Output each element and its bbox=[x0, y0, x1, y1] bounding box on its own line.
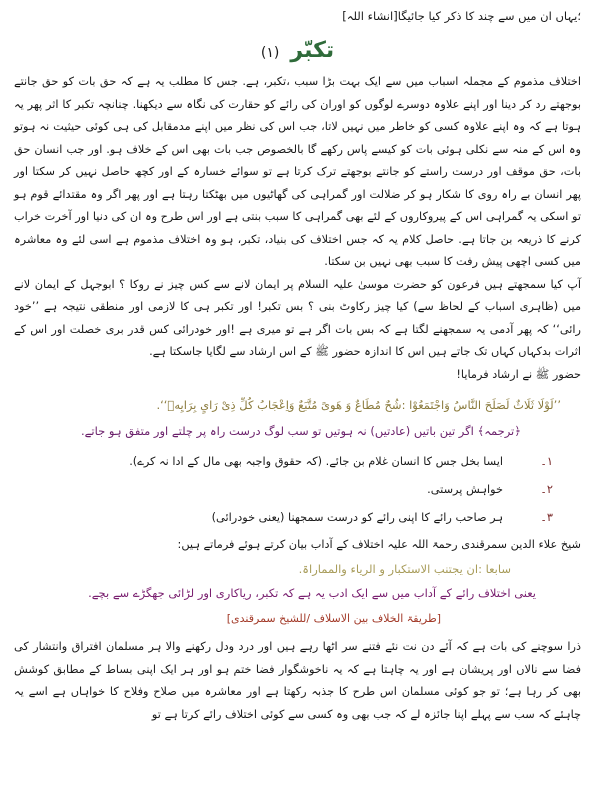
list-item-text: ایسا بخل جس کا انسان غلام بن جائے. (کہ حقوق واجبہ بھی مال کے ادا نہ کرے). bbox=[129, 455, 503, 468]
document-page bbox=[14, 8, 581, 726]
top-note: ؛یہاں ان میں سے چند کا ذکر کیا جائیگا[انشاء اللہ] bbox=[342, 9, 581, 23]
list-item bbox=[14, 448, 581, 476]
arabic-quote: سابعا :ان یجتنب الاستکبار و الریاء والمماراۃ. bbox=[298, 562, 511, 576]
three-habits-list bbox=[14, 448, 581, 532]
paragraph-1: اختلاف مذموم کے مجملہ اسباب میں سے ایک بہت بڑا سبب ،تکبر، ہے. جس کا مطلب یہ ہے کہ حق بات کو حق جانتے بوجھتے رد کر دینا اور اپنے علاوہ دوسرے لوگوں کو اوران کی رائے کو حقارت کی نگاہ سے دیکھنا. چنانچہ تکبر کا اثر پھر یہ ہوتا ہے کہ وہ اپنے علاوہ کسی کو خاطر میں نہیں لاتا، جب اس کی نظر میں اپنے مدمقابل کی ہی کوئی حیثیت نہ ہوتو وہ اس کے منہ سے نکلی ہوئی بات کو کیسے پاس رکھے گا بالخصوص جب بات بھی اس کے خلاف ہو. اور جب انسان حق بات، حق موقف اور درست راستے کو جانتے بوجھتے ترک کرتا ہے تو سوائے خسارہ کے اور کچھ حاصل نہیں کر سکتا اور پھر انسان بے راہ روی کا شکار ہو کر ضلالت اور گمراہی کی گھاٹیوں میں بھٹکتا رہتا ہے اور پھر اگر وہ مقتدائے قوم ہو تو اسکی یہ گمراہی اس کے پیروکاروں کے لئے بھی گمراہی کا سبب بنتی ہے اور اس طرح وہ ان کی دنیا اور آخرت خراب کرنے کا ذریعہ بن جاتا ہے. حاصل کلام یہ کہ جس اختلاف کی بنیاد، تکبر، ہو وہ اختلاف مذموم ہے اسی لئے وہ معاشرہ میں کسی اچھی پیش رفت کا سبب بھی نہیں بن سکتا. bbox=[14, 75, 581, 268]
source-reference: [طریقۃ الخلاف بین الاسلاف /للشیخ سمرقندی] bbox=[226, 612, 441, 625]
list-item bbox=[14, 476, 581, 504]
list-marker: ۳۔ bbox=[540, 511, 553, 524]
sheikh-saying: شیخ علاء الدین سمرقندی رحمۃ اللہ علیہ اختلاف کے آداب بیان کرتے ہوئے فرماتے ہیں: bbox=[177, 538, 581, 551]
list-marker: ۲۔ bbox=[540, 483, 553, 496]
hadith-translation: ﴿ترجمہ﴾ اگر تین باتیں (عادتیں) نہ ہوتیں تو سب لوگ درست راہ پر چلتے اور متفق ہو جاتے. bbox=[81, 424, 521, 438]
hadith-text: ’’لَوْلَا ثَلَاثٌ لَصَلَحَ النَّاسُ وَاجْتَمَعُوْا :شُحٌ مُطَاعٌ وَ هَوىً مُتَّبَعٌ وَاِعْجَابُ كُلِّ ذِیْ رَایٍ بِرَایِهٖ‘‘. bbox=[156, 398, 561, 412]
prophet-said: حضور ﷺ نے ارشاد فرمایا! bbox=[456, 367, 581, 381]
quote-meaning: یعنی اختلاف رائے کے آداب میں سے ایک ادب یہ ہے کہ تکبر، ریاکاری اور لڑائی جھگڑے سے بچے. bbox=[88, 586, 536, 600]
section-heading bbox=[14, 38, 581, 63]
list-item-text: ہر صاحب رائے کا اپنی رائے کو درست سمجھنا (یعنی خودرائی) bbox=[211, 511, 503, 524]
list-item-text: خواہش پرستی. bbox=[427, 483, 503, 496]
section-title: تکبّر bbox=[290, 38, 335, 63]
section-number: (۱) bbox=[260, 45, 280, 61]
paragraph-2: آپ کیا سمجھتے ہیں فرعون کو حضرت موسیٰ علیہ السلام پر ایمان لانے سے کس چیز نے روکا ؟ ابوجہل کے ایمان لانے میں (ظاہری اسباب کے لحاظ سے) کیا چیز رکاوٹ بنی ؟ بس تکبر! اور تکبر ہی کا لازمی اور منطقی نتیجہ ہے ’’خود رائی‘‘ کہ پھر آدمی یہ سمجھنے لگتا ہے کہ بس بات اگر ہے تو میری ہے !اور خودرائی کس قدر بری خصلت اور اس کے اثرات بدکہاں کہاں تک جاتے ہیں اس کا اندازہ حضور ﷺ کے اس ارشاد سے لگایا جاسکتا ہے. bbox=[14, 277, 581, 358]
closing-paragraph: ذرا سوچنے کی بات ہے کہ آئے دن نت نئے فتنے سر اٹھا رہے ہیں اور درد ودل رکھنے والا ہر مسلمان افتراق وانتشار کی فضا سے نالاں اور پریشان ہے اور یہ چاہتا ہے کہ یہ ناخوشگوار فضا ختم ہو اور ہر ایک اپنی بساط کے مطابق کوشش بھی کر رہا ہے؛ تو جو کوئی مسلمان اس طرح کا جذبہ رکھتا ہے اور معاشرہ میں صلاح وفلاح کا خواہاں ہے اسے یہ چاہئے کہ سب سے پہلے اپنا جائزہ لے کہ جب بھی وہ کسی سے کوئی اختلاف رائے کرتا ہے تو bbox=[14, 640, 581, 721]
list-item bbox=[14, 504, 581, 532]
list-marker: ۱۔ bbox=[540, 455, 553, 468]
